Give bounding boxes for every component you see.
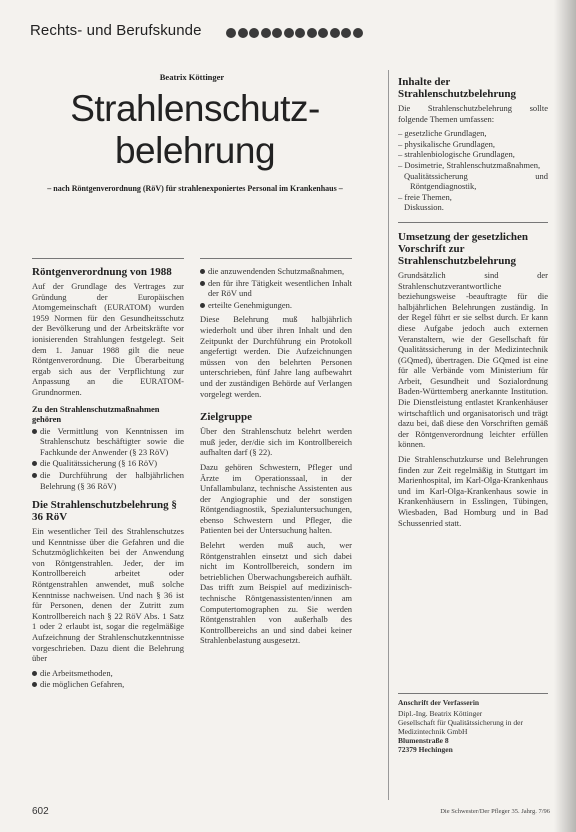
ornament-dot	[318, 28, 328, 38]
heading-umsetzung: Umsetzung der gesetzlichen Vorschrift zur Strahlenschutzbelehrung	[398, 230, 528, 267]
heading-inhalte: Inhalte der Strahlenschutzbelehrung	[398, 76, 516, 100]
scan-edge-shadow	[554, 0, 576, 832]
bullet-icon	[200, 281, 205, 286]
ornament-dot	[353, 28, 363, 38]
ornament-dot	[226, 28, 236, 38]
paragraph: Belehrt werden muß auch, wer Röntgenstrahlen einsetzt und sich dabei nicht im Kontrollbereich, sondern im betrieblichen Überwachungsbereich aufhält. Das trifft zum Beispiel auf medizinisch-technische Röntgenassistenten/innen am Computertomographen zu. Sie werden Röntgenstrahlen von außerhalb des Kontrollbereichs an und sind dabei keiner Strahlenbelastung ausgesetzt.	[200, 540, 352, 646]
list-item: – freie Themen,	[398, 191, 452, 202]
ornament-dot	[341, 28, 351, 38]
text-column-3	[398, 76, 548, 636]
column-divider	[388, 70, 389, 800]
article-subtitle: – nach Röntgenverordnung (RöV) für strahlenexponiertes Personal im Krankenhaus –	[47, 184, 343, 193]
section-title: Rechts- und Berufskunde	[30, 22, 202, 39]
bullet-list	[32, 426, 184, 492]
heading-zielgruppe: Zielgruppe	[200, 411, 252, 424]
list-item: – Dosimetrie, Strahlenschutzmaßnahmen,	[398, 159, 541, 170]
ornament-dot	[295, 28, 305, 38]
bullet-icon	[32, 671, 37, 676]
heading-roentgenverordnung: Röntgenverordnung von 1988	[32, 266, 172, 278]
list-item: die Arbeitsmethoden,	[32, 668, 184, 679]
author-address	[398, 698, 548, 754]
bullet-icon	[32, 682, 37, 687]
ornament-dot	[307, 28, 317, 38]
list-item: die Durchführung der halbjährlichen Belehrung (§ 36 RöV)	[32, 470, 184, 491]
ornament-dot	[284, 28, 294, 38]
article-title	[40, 88, 350, 172]
list-item: – physikalische Grundlagen,	[398, 138, 496, 149]
ornament-dot	[272, 28, 282, 38]
bullet-list	[32, 668, 184, 690]
list-item: erteilte Genehmigungen.	[200, 300, 352, 311]
list-item: Qualitätssicherung und Röntgendiagnostik,	[404, 170, 548, 192]
text-column-1	[32, 266, 184, 806]
paragraph: Grundsätzlich sind der Strahlenschutzverantwortliche beziehungsweise -beauftragte für die halbjährlichen Belehrungen zuständig. In der Regel führt er sie selbst durch. Er kann diese Aufgabe jedoch auch externen Veranstaltern, wie der Gesellschaft für Qualitätssicherung in der Medizintechnik (GQmed), übertragen. Die GQmed ist eine für alle Verbände vom Ministerium für Arbeit, Gesundheit und Sozialordnung Baden-Württemberg anerkannte Institution. Die Dienstleistung entlastet Krankenhäuser wirtschaftlich und organisatorisch und trägt dazu bei, daß diese den Vorschriften gemäß der Röntgenverordnung leichter erfüllen können.	[398, 269, 548, 450]
article-title-line-1: Strahlenschutz-	[70, 88, 320, 129]
column-rule	[32, 258, 184, 259]
heading-massnahmen: Zu den Strahlenschutzmaßnahmen gehören	[32, 403, 160, 424]
paragraph: Die Strahlenschutzbelehrung sollte folgende Themen umfassen:	[398, 103, 548, 124]
paragraph: Diese Belehrung muß halbjährlich wiederholt und über ihren Inhalt und den Zeitpunkt der Durchführung ein Protokoll angefertigt werden. Die Aufzeichnungen müssen von den belehrten Personen unterschrieben, fünf Jahre lang aufbewahrt und der zuständigen Behörde auf Verlangen vorgelegt werden.	[200, 314, 352, 399]
journal-reference: Die Schwester/Der Pfleger 35. Jahrg. 7/96	[440, 808, 550, 815]
address-name: Dipl.-Ing. Beatrix Köttinger	[398, 709, 483, 718]
column-rule	[200, 258, 352, 259]
ornament-dot	[330, 28, 340, 38]
ornament-dot	[261, 28, 271, 38]
paragraph: Auf der Grundlage des Vertrages zur Gründung der Europäischen Atomgemeinschaft (EURATOM) wurden 1959 Normen für den Gesundheitsschutz der Bevölkerung und der Arbeitskräfte vor ionisierenden Strahlungen festgelegt. Seit dem 1. Januar 1988 gilt die neue Röntgenverordnung. Die Überarbeitung ergab sich aus der Verpflichtung zur Anpassung an die EURATOM-Grundnormen.	[32, 281, 184, 397]
paragraph: Über den Strahlenschutz belehrt werden muß jeder, der/die sich im Kontrollbereich aufhalten darf (§ 22).	[200, 426, 352, 458]
topic-list	[398, 128, 548, 213]
list-item: den für ihre Tätigkeit wesentlichen Inhalt der RöV und	[200, 278, 352, 299]
article-author: Beatrix Köttinger	[159, 72, 225, 82]
bullet-icon	[200, 269, 205, 274]
paragraph: Ein wesentlicher Teil des Strahlenschutzes und Kenntnisse über die Gefahren und die Schutzmöglichkeiten bei der Anwendung von Röntgenstrahlen. Jeder, der im Kontrollbereich arbeitet oder Röntgenstrahlen anwendet, muß solche Kenntnisse nachweisen. Und nach § 36 ist für Personen, denen der Zutritt zum Kontrollbereich nach § 22 RöV Abs. 1 Satz 1 oder 2 erlaubt ist, sogar die regelmäßige Aufzeichnung der Strahlenschutzkenntnisse vorgeschrieben. Dazu dient die Belehrung über	[32, 526, 184, 664]
article-title-line-2: belehrung	[114, 130, 276, 171]
bullet-icon	[32, 473, 37, 478]
address-organisation: Gesellschaft für Qualitätssicherung in der Medizintechnik GmbH	[398, 718, 523, 736]
address-label: Anschrift der Verfasserin	[398, 698, 480, 707]
list-item: die möglichen Gefahren,	[32, 679, 184, 690]
list-item: die Qualitätssicherung (§ 16 RöV)	[32, 458, 184, 469]
bullet-icon	[200, 303, 205, 308]
ornament-dot	[249, 28, 259, 38]
bullet-icon	[32, 429, 37, 434]
section-header	[30, 20, 550, 44]
page-number: 602	[32, 806, 49, 817]
paragraph: Die Strahlenschutzkurse und Belehrungen finden zur Zeit regelmäßig in Stuttgart im Marienhospital, im Karl-Olga-Krankenhaus und im Karl-Olga-Krankenhaus sowie in Krankenhäusern in Esslingen, Tübingen, Wiesbaden, Bad Homburg und in Bad Schussenried statt.	[398, 454, 548, 528]
address-city: 72379 Hechingen	[398, 745, 453, 754]
heading-strahlenschutzbelehrung: Die Strahlenschutzbelehrung § 36 RöV	[32, 499, 177, 524]
bullet-icon	[32, 461, 37, 466]
list-item: die anzuwendenden Schutzmaßnahmen,	[200, 266, 352, 277]
bullet-list	[200, 266, 352, 310]
list-item: Diskussion.	[404, 202, 444, 213]
list-item: – gesetzliche Grundlagen,	[398, 128, 487, 139]
ornament-dot	[238, 28, 248, 38]
list-item: die Vermittlung von Kenntnissen im Strahlenschutz beschäftigter sowie die Fachkunde der Anwender (§ 23 RöV)	[32, 426, 184, 458]
address-street: Blumenstraße 8	[398, 736, 449, 745]
header-dot-ornament	[226, 25, 364, 43]
column-rule	[398, 693, 548, 694]
list-item: – strahlenbiologische Grundlagen,	[398, 149, 515, 160]
paragraph: Dazu gehören Schwestern, Pfleger und Ärzte im Operationssaal, in der Unfallambulanz, technische Assistenten aus der Angiographie und der sonstigen Röntgendiagnostik, Spezialuntersuchungen, ebenso Schwestern und Pfleger, die Patienten bei der Untersuchung halten.	[200, 461, 352, 536]
text-column-2	[200, 266, 352, 806]
